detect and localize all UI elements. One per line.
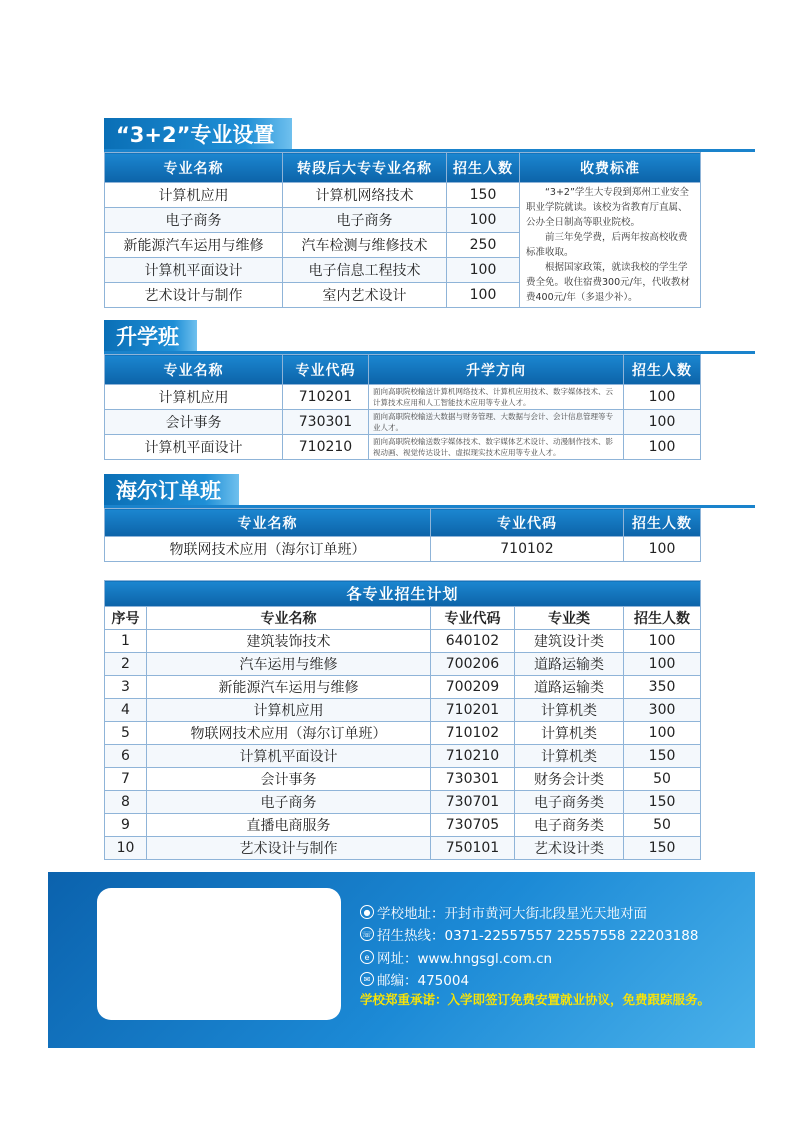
table-header-row (105, 355, 701, 385)
major-name: 计算机平面设计 (147, 745, 431, 768)
website-line[interactable] (360, 947, 552, 967)
major-category: 道路运输类 (515, 653, 624, 676)
major-name: 计算机应用 (105, 385, 283, 410)
major-code: 750101 (431, 837, 515, 860)
header-cell: 招生人数 (624, 607, 701, 630)
major-code: 700209 (431, 676, 515, 699)
table-3plus2 (104, 152, 701, 308)
enrollment: 100 (624, 435, 701, 460)
table-row (105, 537, 701, 562)
enrollment: 100 (624, 653, 701, 676)
header-cell: 专业代码 (283, 355, 369, 385)
enrollment: 150 (624, 837, 701, 860)
major-name: 物联网技术应用（海尔订单班） (147, 722, 431, 745)
college-major: 室内艺术设计 (283, 283, 447, 308)
address-text: 学校地址：开封市黄河大街北段星光天地对面 (377, 906, 647, 922)
header-cell: 收费标准 (520, 153, 701, 183)
major-category: 电子商务类 (515, 814, 624, 837)
table-row (105, 768, 701, 791)
row-index: 6 (105, 745, 147, 768)
header-cell: 专业名称 (105, 355, 283, 385)
address-line (360, 902, 647, 922)
header-cell: 招生人数 (447, 153, 520, 183)
section-title-further-study: 升学班 (104, 320, 197, 352)
enrollment: 150 (624, 791, 701, 814)
major-name: 新能源汽车运用与维修 (105, 233, 283, 258)
table-further-study (104, 354, 701, 460)
major-name: 会计事务 (105, 410, 283, 435)
hotline-line (360, 924, 698, 944)
row-index: 7 (105, 768, 147, 791)
major-code: 710201 (431, 699, 515, 722)
table-row (105, 699, 701, 722)
major-name: 计算机平面设计 (105, 258, 283, 283)
enrollment: 150 (447, 183, 520, 208)
table-row (105, 745, 701, 768)
major-name: 电子商务 (105, 208, 283, 233)
header-cell: 专业代码 (431, 509, 624, 537)
table-row (105, 814, 701, 837)
major-code: 710210 (431, 745, 515, 768)
section-title-plan: 各专业招生计划 (105, 581, 701, 607)
enrollment: 100 (447, 283, 520, 308)
study-direction: 面向高职院校输送计算机网络技术、计算机应用技术、数字媒体技术、云计算技术应用和人工智能技术应用等专业人才。 (369, 385, 624, 410)
major-category: 财务会计类 (515, 768, 624, 791)
study-direction: 面向高职院校输送大数据与财务管理、大数据与会计、会计信息管理等专业人才。 (369, 410, 624, 435)
table-enrollment-plan (104, 580, 701, 860)
contact-footer (48, 872, 755, 1048)
row-index: 5 (105, 722, 147, 745)
fee-description (520, 183, 701, 308)
table-haier (104, 508, 701, 562)
header-cell: 升学方向 (369, 355, 624, 385)
major-code: 710102 (431, 722, 515, 745)
header-cell: 序号 (105, 607, 147, 630)
enrollment: 100 (624, 385, 701, 410)
section-title-3plus2: “3+2”专业设置 (104, 118, 292, 150)
enrollment: 100 (624, 537, 701, 562)
header-cell: 转段后大专专业名称 (283, 153, 447, 183)
school-promise: 学校郑重承诺：入学即签订免费安置就业协议，免费跟踪服务。 (360, 992, 711, 1007)
major-name: 艺术设计与制作 (147, 837, 431, 860)
row-index: 8 (105, 791, 147, 814)
table-row (105, 837, 701, 860)
major-name: 新能源汽车运用与维修 (147, 676, 431, 699)
enrollment: 350 (624, 676, 701, 699)
table-row (105, 410, 701, 435)
major-category: 计算机类 (515, 745, 624, 768)
table-row (105, 653, 701, 676)
major-code: 730301 (431, 768, 515, 791)
major-code: 700206 (431, 653, 515, 676)
location-icon: ● (360, 905, 374, 919)
major-category: 艺术设计类 (515, 837, 624, 860)
major-code: 710102 (431, 537, 624, 562)
header-cell: 招生人数 (624, 509, 701, 537)
header-cell: 专业代码 (431, 607, 515, 630)
major-name: 物联网技术应用（海尔订单班） (105, 537, 431, 562)
enrollment: 250 (447, 233, 520, 258)
major-name: 建筑装饰技术 (147, 630, 431, 653)
table-row (105, 385, 701, 410)
major-name: 计算机平面设计 (105, 435, 283, 460)
table-row (105, 630, 701, 653)
fee-paragraph: “3+2”学生大专段到郑州工业安全职业学院就读。该校为省教育厅直属、公办全日制高等职业院校。 (526, 187, 689, 228)
major-code: 710201 (283, 385, 369, 410)
college-major: 电子商务 (283, 208, 447, 233)
enrollment: 100 (447, 208, 520, 233)
college-major: 汽车检测与维修技术 (283, 233, 447, 258)
web-icon: e (360, 950, 374, 964)
major-category: 建筑设计类 (515, 630, 624, 653)
major-name: 计算机应用 (105, 183, 283, 208)
hotline-text: 招生热线：0371-22557557 22557558 22203188 (377, 928, 699, 944)
major-name: 直播电商服务 (147, 814, 431, 837)
table-header-row (105, 509, 701, 537)
enrollment: 50 (624, 768, 701, 791)
table-row (105, 722, 701, 745)
college-major: 计算机网络技术 (283, 183, 447, 208)
row-index: 1 (105, 630, 147, 653)
major-category: 计算机类 (515, 722, 624, 745)
enrollment: 100 (447, 258, 520, 283)
enrollment: 150 (624, 745, 701, 768)
major-name: 计算机应用 (147, 699, 431, 722)
section-title-haier: 海尔订单班 (104, 474, 239, 506)
major-category: 电子商务类 (515, 791, 624, 814)
enrollment: 50 (624, 814, 701, 837)
table-header-row (105, 153, 701, 183)
phone-icon: ☏ (360, 927, 374, 941)
image-placeholder (97, 888, 341, 1020)
enrollment: 100 (624, 722, 701, 745)
header-cell: 招生人数 (624, 355, 701, 385)
enrollment: 100 (624, 410, 701, 435)
fee-paragraph: 前三年免学费，后两年按高校收费标准收取。 (526, 232, 688, 258)
major-code: 640102 (431, 630, 515, 653)
college-major: 电子信息工程技术 (283, 258, 447, 283)
major-category: 道路运输类 (515, 676, 624, 699)
table-row (105, 676, 701, 699)
table-row (105, 183, 701, 208)
major-name: 汽车运用与维修 (147, 653, 431, 676)
row-index: 10 (105, 837, 147, 860)
row-index: 4 (105, 699, 147, 722)
major-code: 730301 (283, 410, 369, 435)
postcode-line (360, 969, 469, 989)
major-category: 计算机类 (515, 699, 624, 722)
mail-icon: ✉ (360, 972, 374, 986)
header-cell: 专业名称 (105, 509, 431, 537)
major-code: 730705 (431, 814, 515, 837)
major-name: 会计事务 (147, 768, 431, 791)
enrollment: 300 (624, 699, 701, 722)
table-title-row (105, 581, 701, 607)
row-index: 2 (105, 653, 147, 676)
website-text[interactable]: 网址：www.hngsgl.com.cn (377, 951, 553, 967)
study-direction: 面向高职院校输送数字媒体技术、数字媒体艺术设计、动漫制作技术、影视动画、视觉传达设计、虚拟现实技术应用等专业人才。 (369, 435, 624, 460)
major-code: 730701 (431, 791, 515, 814)
row-index: 3 (105, 676, 147, 699)
major-code: 710210 (283, 435, 369, 460)
major-name: 艺术设计与制作 (105, 283, 283, 308)
row-index: 9 (105, 814, 147, 837)
header-cell: 专业类 (515, 607, 624, 630)
header-cell: 专业名称 (105, 153, 283, 183)
fee-paragraph: 根据国家政策，就读我校的学生学费全免。收住宿费300元/年，代收教材费400元/年（多退少补）。 (526, 262, 690, 303)
enrollment: 100 (624, 630, 701, 653)
table-row (105, 435, 701, 460)
major-name: 电子商务 (147, 791, 431, 814)
table-row (105, 791, 701, 814)
header-cell: 专业名称 (147, 607, 431, 630)
table-header-row (105, 607, 701, 630)
postcode-text: 邮编：475004 (377, 973, 470, 989)
